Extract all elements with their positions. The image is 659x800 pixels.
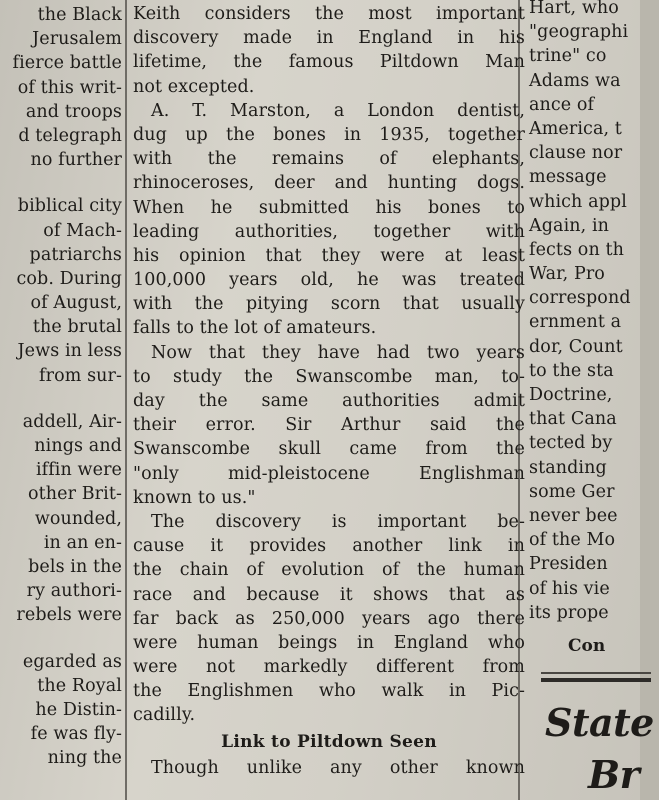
text-line: Keith considers the most important <box>133 4 525 24</box>
text-line: were not markedly different from <box>133 657 525 678</box>
text-line: A. T. Marston, a London dentist, <box>151 100 525 121</box>
subheading: Link to Piltdown Seen <box>221 731 437 752</box>
text-line: dor, Count <box>529 336 623 357</box>
text-line: other Brit- <box>28 484 122 505</box>
text-line: fects on th <box>529 239 624 260</box>
text-line: Though unlike any other known <box>151 757 525 778</box>
text-line: Adams wa <box>529 70 621 91</box>
text-line: fierce battle <box>12 53 122 74</box>
text-line: far back as 250,000 years ago there <box>133 608 525 629</box>
text-line: ernment a <box>529 312 622 333</box>
text-line: his opinion that they were at least <box>133 245 525 266</box>
text-line: fe was fly- <box>30 724 122 745</box>
text-line: discovery made in England in his <box>133 28 525 49</box>
headline: Br <box>588 752 640 797</box>
text-line: tected by <box>529 433 613 454</box>
text-line: correspond <box>529 288 631 309</box>
text-line: the chain of evolution of the human <box>133 560 525 581</box>
text-line: its prope <box>529 602 609 623</box>
text-line: of the Mo <box>529 530 616 551</box>
text-line: that Cana <box>529 409 617 430</box>
text-line: leading authorities, together with <box>133 221 525 242</box>
text-line: Jews in less <box>17 341 122 362</box>
text-line: nings and <box>34 436 122 456</box>
text-line: iffin were <box>35 460 122 481</box>
text-line: dug up the bones in 1935, together <box>133 124 525 145</box>
text-line: cause it provides another link in <box>133 536 525 557</box>
text-line: egarded as <box>22 651 122 672</box>
divider-rule <box>541 672 651 674</box>
continued-label: Con <box>568 636 606 656</box>
divider-rule <box>541 678 651 682</box>
text-line: clause nor <box>529 143 623 164</box>
text-line: no further <box>30 150 122 171</box>
text-line: 100,000 years old, he was treated <box>133 270 525 291</box>
text-line: cadilly. <box>133 705 196 726</box>
text-line: never bee <box>529 505 618 526</box>
text-line: with the pitying scorn that usually <box>133 294 525 315</box>
text-line: rhinoceroses, deer and hunting dogs. <box>133 173 525 194</box>
text-line: standing <box>529 457 607 478</box>
text-line: lifetime, the famous Piltdown Man <box>133 52 525 73</box>
text-line: the Black <box>37 5 122 25</box>
article-column <box>133 0 525 800</box>
text-line: of his vie <box>529 578 610 599</box>
text-line: the Royal <box>37 675 122 696</box>
headline: State <box>545 700 654 745</box>
text-line: rebels were <box>16 605 122 626</box>
text-line: of this writ- <box>17 77 122 98</box>
text-line: message <box>529 167 607 188</box>
text-line: of August, <box>30 293 122 314</box>
text-line: wounded, <box>34 508 122 529</box>
text-line: the brutal <box>32 317 122 338</box>
column-rule-left <box>125 0 127 800</box>
text-line: their error. Sir Arthur said the <box>133 415 525 436</box>
text-line: Swanscombe skull came from the <box>133 439 525 460</box>
left-column <box>0 0 122 800</box>
text-line: known to us." <box>133 487 256 508</box>
text-line: not excepted. <box>133 76 255 97</box>
text-line: to the sta <box>529 360 614 381</box>
text-line: some Ger <box>529 481 615 502</box>
text-line: Now that they have had two years <box>151 342 525 363</box>
text-line: falls to the lot of amateurs. <box>133 318 377 339</box>
text-line: ry authori- <box>26 581 122 602</box>
text-line: The discovery is important be- <box>151 511 525 532</box>
text-line: Presiden <box>529 554 608 575</box>
text-line: When he submitted his bones to <box>133 197 525 218</box>
text-line: Jerusalem <box>32 29 122 50</box>
text-line: he Distin- <box>35 699 122 720</box>
text-line: which appl <box>529 191 627 212</box>
text-line: biblical city <box>17 196 122 217</box>
text-line: from sur- <box>39 365 122 386</box>
text-line: bels in the <box>28 556 122 577</box>
text-line: to study the Swanscombe man, to- <box>133 366 525 387</box>
text-line: in an en- <box>43 532 122 553</box>
text-line: cob. During <box>16 268 122 289</box>
text-line: day the same authorities admit <box>133 391 525 411</box>
text-line: with the remains of elephants, <box>133 149 525 170</box>
text-line: "geographi <box>529 22 629 43</box>
text-line: "only mid-pleistocene Englishman <box>133 463 525 484</box>
text-line: addell, Air- <box>22 411 122 432</box>
text-line: Again, in <box>529 215 610 236</box>
text-line: Doctrine, <box>529 385 613 405</box>
text-line: ning the <box>47 748 122 769</box>
text-line: race and because it shows that as <box>133 584 525 605</box>
text-line: d telegraph <box>18 125 122 146</box>
text-line: were human beings in England who <box>133 632 525 653</box>
text-line: Hart, who <box>529 0 619 18</box>
text-line: trine" co <box>529 46 607 67</box>
text-line: the Englishmen who walk in Pic- <box>133 681 525 702</box>
text-line: and troops <box>25 101 122 122</box>
text-line: of Mach- <box>43 220 122 241</box>
text-line: America, t <box>529 118 622 139</box>
text-line: patriarchs <box>29 244 122 265</box>
text-line: War, Pro <box>529 264 605 285</box>
text-line: ance of <box>529 94 595 115</box>
